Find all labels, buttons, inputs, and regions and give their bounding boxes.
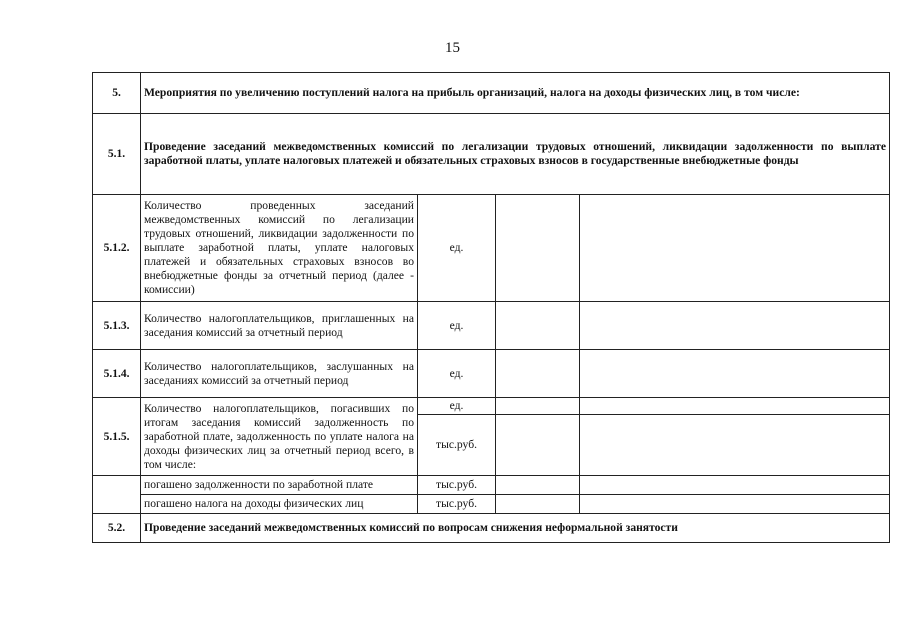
note-cell bbox=[580, 302, 890, 350]
value-cell bbox=[496, 350, 580, 398]
page-number: 15 bbox=[445, 40, 460, 56]
value-cell bbox=[496, 398, 580, 415]
section-title: Проведение заседаний межведомственных комиссий по легализации трудовых отношений, ликвидации задолженности по выплате заработной платы, уплате налоговых платежей и обязательных страховых взносов в государственные внебюджетные фонды bbox=[141, 114, 890, 195]
table-row-5-1-2 bbox=[93, 195, 890, 302]
row-number: 5.1. bbox=[93, 114, 141, 195]
table-row-5-1-4 bbox=[93, 350, 890, 398]
unit-cell: ед. bbox=[418, 195, 496, 302]
value-cell bbox=[496, 415, 580, 476]
section-title: Мероприятия по увеличению поступлений налога на прибыль организаций, налога на доходы физических лиц, в том числе: bbox=[141, 73, 890, 114]
row-number: 5. bbox=[93, 73, 141, 114]
indicator-name: Количество налогоплательщиков, заслушанных на заседаниях комиссий за отчетный период bbox=[141, 350, 418, 398]
unit-cell: тыс.руб. bbox=[418, 495, 496, 514]
value-cell bbox=[496, 495, 580, 514]
row-number: 5.1.2. bbox=[93, 195, 141, 302]
indicators-table bbox=[92, 72, 890, 543]
note-cell bbox=[580, 195, 890, 302]
unit-cell: тыс.руб. bbox=[418, 415, 496, 476]
table-row-5-1-5-ndfl bbox=[93, 495, 890, 514]
table-row-5-1 bbox=[93, 114, 890, 195]
unit-cell: тыс.руб. bbox=[418, 476, 496, 495]
value-cell bbox=[496, 302, 580, 350]
row-number: 5.1.5. bbox=[93, 398, 141, 476]
table-row-5-1-5-salary bbox=[93, 476, 890, 495]
note-cell bbox=[580, 476, 890, 495]
indicator-name: погашено налога на доходы физических лиц bbox=[141, 495, 418, 514]
table-row-5 bbox=[93, 73, 890, 114]
note-cell bbox=[580, 398, 890, 415]
table-row-5-2 bbox=[93, 514, 890, 543]
unit-cell: ед. bbox=[418, 302, 496, 350]
note-cell bbox=[580, 495, 890, 514]
indicator-name: Количество налогоплательщиков, погасивших по итогам заседания комиссий задолженность по заработной плате, задолженность по уплате налога на доходы физических лиц за отчетный период всего, в том числе: bbox=[141, 398, 418, 476]
indicator-name: Количество налогоплательщиков, приглашенных на заседания комиссий за отчетный период bbox=[141, 302, 418, 350]
note-cell bbox=[580, 415, 890, 476]
section-title: Проведение заседаний межведомственных комиссий по вопросам снижения неформальной занятости bbox=[141, 514, 890, 543]
row-number: 5.2. bbox=[93, 514, 141, 543]
table-row-5-1-3 bbox=[93, 302, 890, 350]
indicator-name: Количество проведенных заседаний межведомственных комиссий по легализации трудовых отношений, ликвидации задолженности по выплате заработной платы, уплате налоговых платежей и обязательных страховых взносов во внебюджетные фонды за отчетный период (далее - комиссии) bbox=[141, 195, 418, 302]
table-row-5-1-5 bbox=[93, 398, 890, 415]
value-cell bbox=[496, 476, 580, 495]
row-number: 5.1.3. bbox=[93, 302, 141, 350]
value-cell bbox=[496, 195, 580, 302]
unit-cell: ед. bbox=[418, 398, 496, 415]
row-number: 5.1.4. bbox=[93, 350, 141, 398]
unit-cell: ед. bbox=[418, 350, 496, 398]
indicator-name: погашено задолженности по заработной плате bbox=[141, 476, 418, 495]
note-cell bbox=[580, 350, 890, 398]
row-number-empty bbox=[93, 476, 141, 514]
